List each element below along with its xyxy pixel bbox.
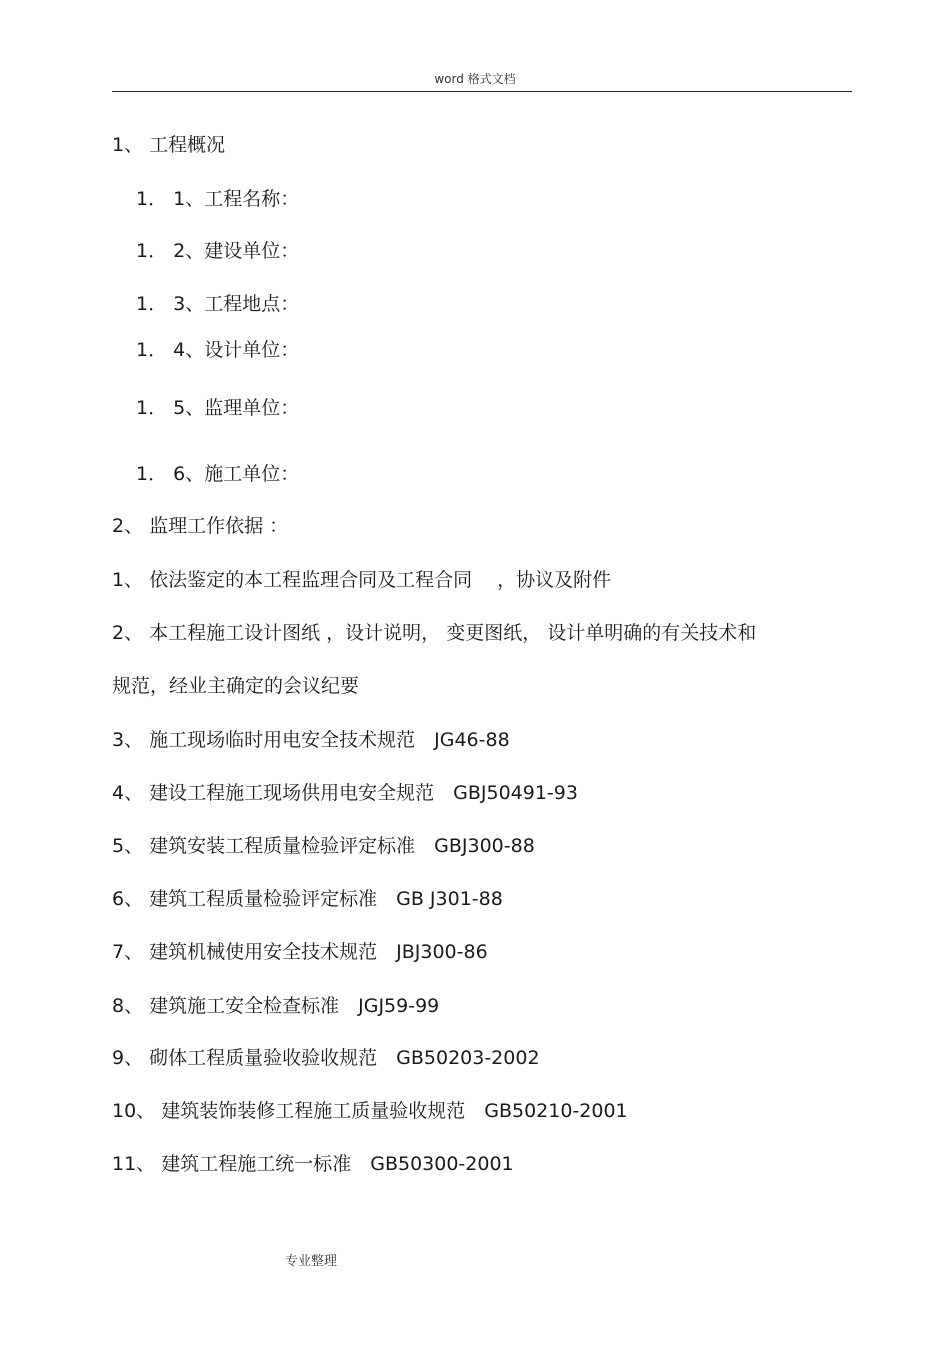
item-construction-owner: 1． 2、建设单位： [136, 240, 300, 262]
basis-item-2-continued: 规范，经业主确定的会议纪要 [112, 675, 360, 697]
basis-item-3: 3、 施工现场临时用电安全技术规范 JG46-88 [112, 729, 510, 751]
item-project-name: 1． 1、工程名称： [136, 188, 300, 210]
basis-item-4: 4、 建设工程施工现场供用电安全规范 GBJ50491-93 [112, 782, 578, 804]
item-construction-unit: 1． 6、施工单位： [136, 463, 300, 485]
section-heading-overview: 1、 工程概况 [112, 134, 226, 156]
basis-item-2: 2、 本工程施工设计图纸 ，设计说明， 变更图纸， 设计单明确的有关技术和 [112, 622, 757, 644]
basis-item-7: 7、 建筑机械使用安全技术规范 JBJ300-86 [112, 941, 488, 963]
basis-item-6: 6、 建筑工程质量检验评定标准 GB J301-88 [112, 888, 503, 910]
item-design-unit: 1． 4、设计单位： [136, 339, 300, 361]
basis-item-9: 9、 砌体工程质量验收验收规范 GB50203-2002 [112, 1047, 540, 1069]
basis-item-11: 11、 建筑工程施工统一标准 GB50300-2001 [112, 1153, 514, 1175]
item-project-location: 1． 3、工程地点： [136, 293, 300, 315]
section-heading-basis: 2、 监理工作依据 ： [112, 515, 289, 537]
item-supervision-unit: 1． 5、监理单位： [136, 397, 300, 419]
header-divider [112, 91, 852, 92]
page-footer: 专业整理 [285, 1254, 338, 1269]
page-header: word 格式文档 [434, 72, 516, 86]
basis-item-8: 8、 建筑施工安全检查标准 JGJ59-99 [112, 995, 440, 1017]
basis-item-5: 5、 建筑安装工程质量检验评定标准 GBJ300-88 [112, 835, 535, 857]
basis-item-10: 10、 建筑装饰装修工程施工质量验收规范 GB50210-2001 [112, 1100, 628, 1122]
basis-item-1: 1、 依法鉴定的本工程监理合同及工程合同 ，协议及附件 [112, 569, 612, 591]
